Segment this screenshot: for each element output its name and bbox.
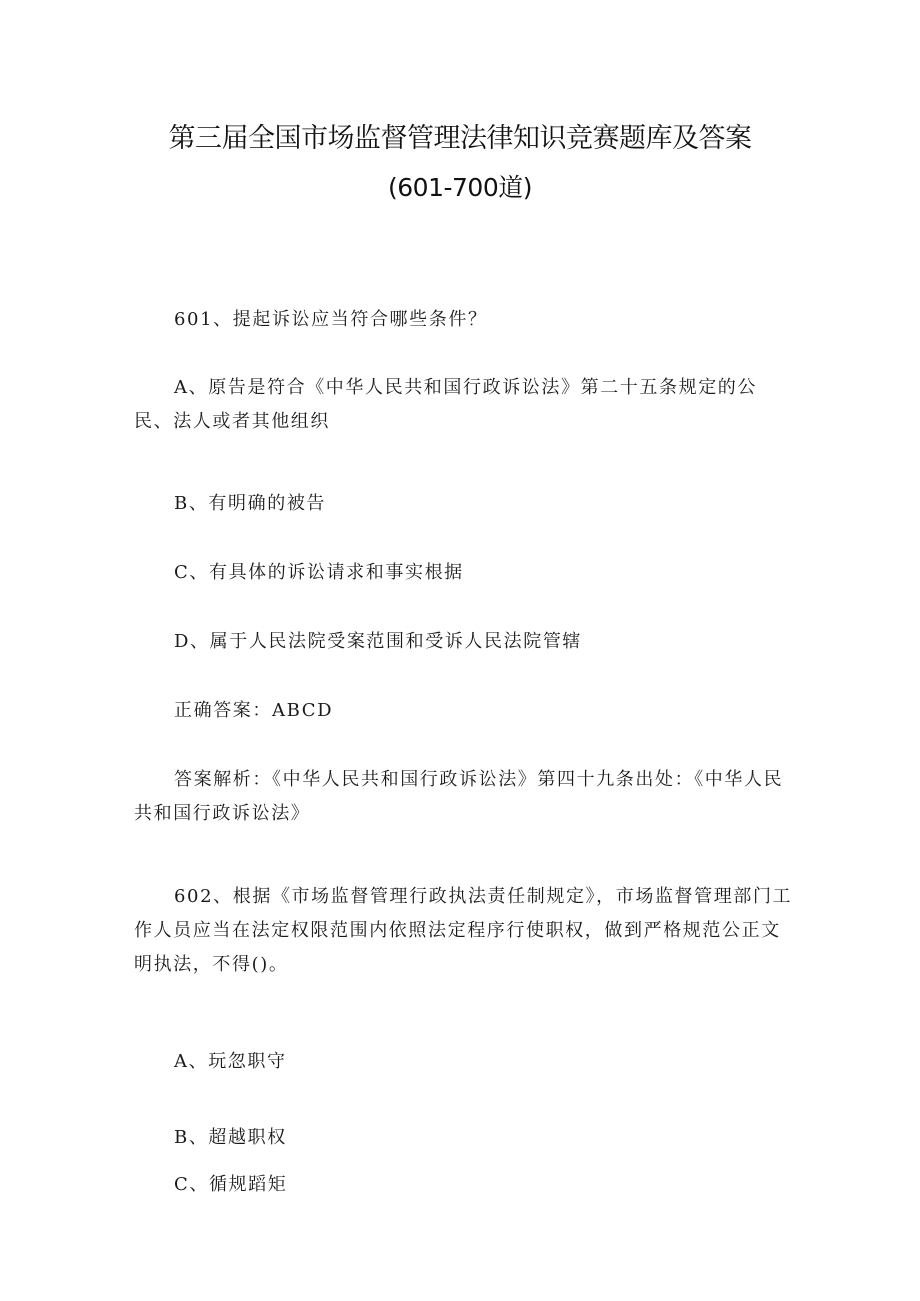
- question-601-stem: 601、提起诉讼应当符合哪些条件？: [174, 309, 488, 330]
- question-602-option-c: C、循规蹈矩: [174, 1174, 288, 1195]
- question-601-analysis: 答案解析：《中华人民共和国行政诉讼法》第四十九条出处：《中华人民共和国行政诉讼法》: [134, 769, 784, 824]
- question-601-option-c: C、有具体的诉讼请求和事实根据: [174, 562, 464, 583]
- question-601-option-a: A、原告是符合《中华人民共和国行政诉讼法》第二十五条规定的公民、法人或者其他组织: [134, 377, 757, 432]
- question-602-option-b: B、超越职权: [174, 1127, 287, 1148]
- question-601-option-b: B、有明确的被告: [174, 493, 327, 514]
- question-601-answer: 正确答案：ABCD: [174, 700, 334, 721]
- question-602-option-a: A、玩忽职守: [174, 1051, 287, 1072]
- document-subtitle: (601-700道): [388, 173, 532, 202]
- document-title: 第三届全国市场监督管理法律知识竞赛题库及答案: [168, 123, 752, 154]
- question-602-stem: 602、根据《市场监督管理行政执法责任制规定》，市场监督管理部门工作人员应当在法定权限范围内依照法定程序行使职权，做到严格规范公正文明执法，不得()。: [134, 886, 793, 975]
- question-601-option-d: D、属于人民法院受案范围和受诉人民法院管辖: [174, 631, 583, 652]
